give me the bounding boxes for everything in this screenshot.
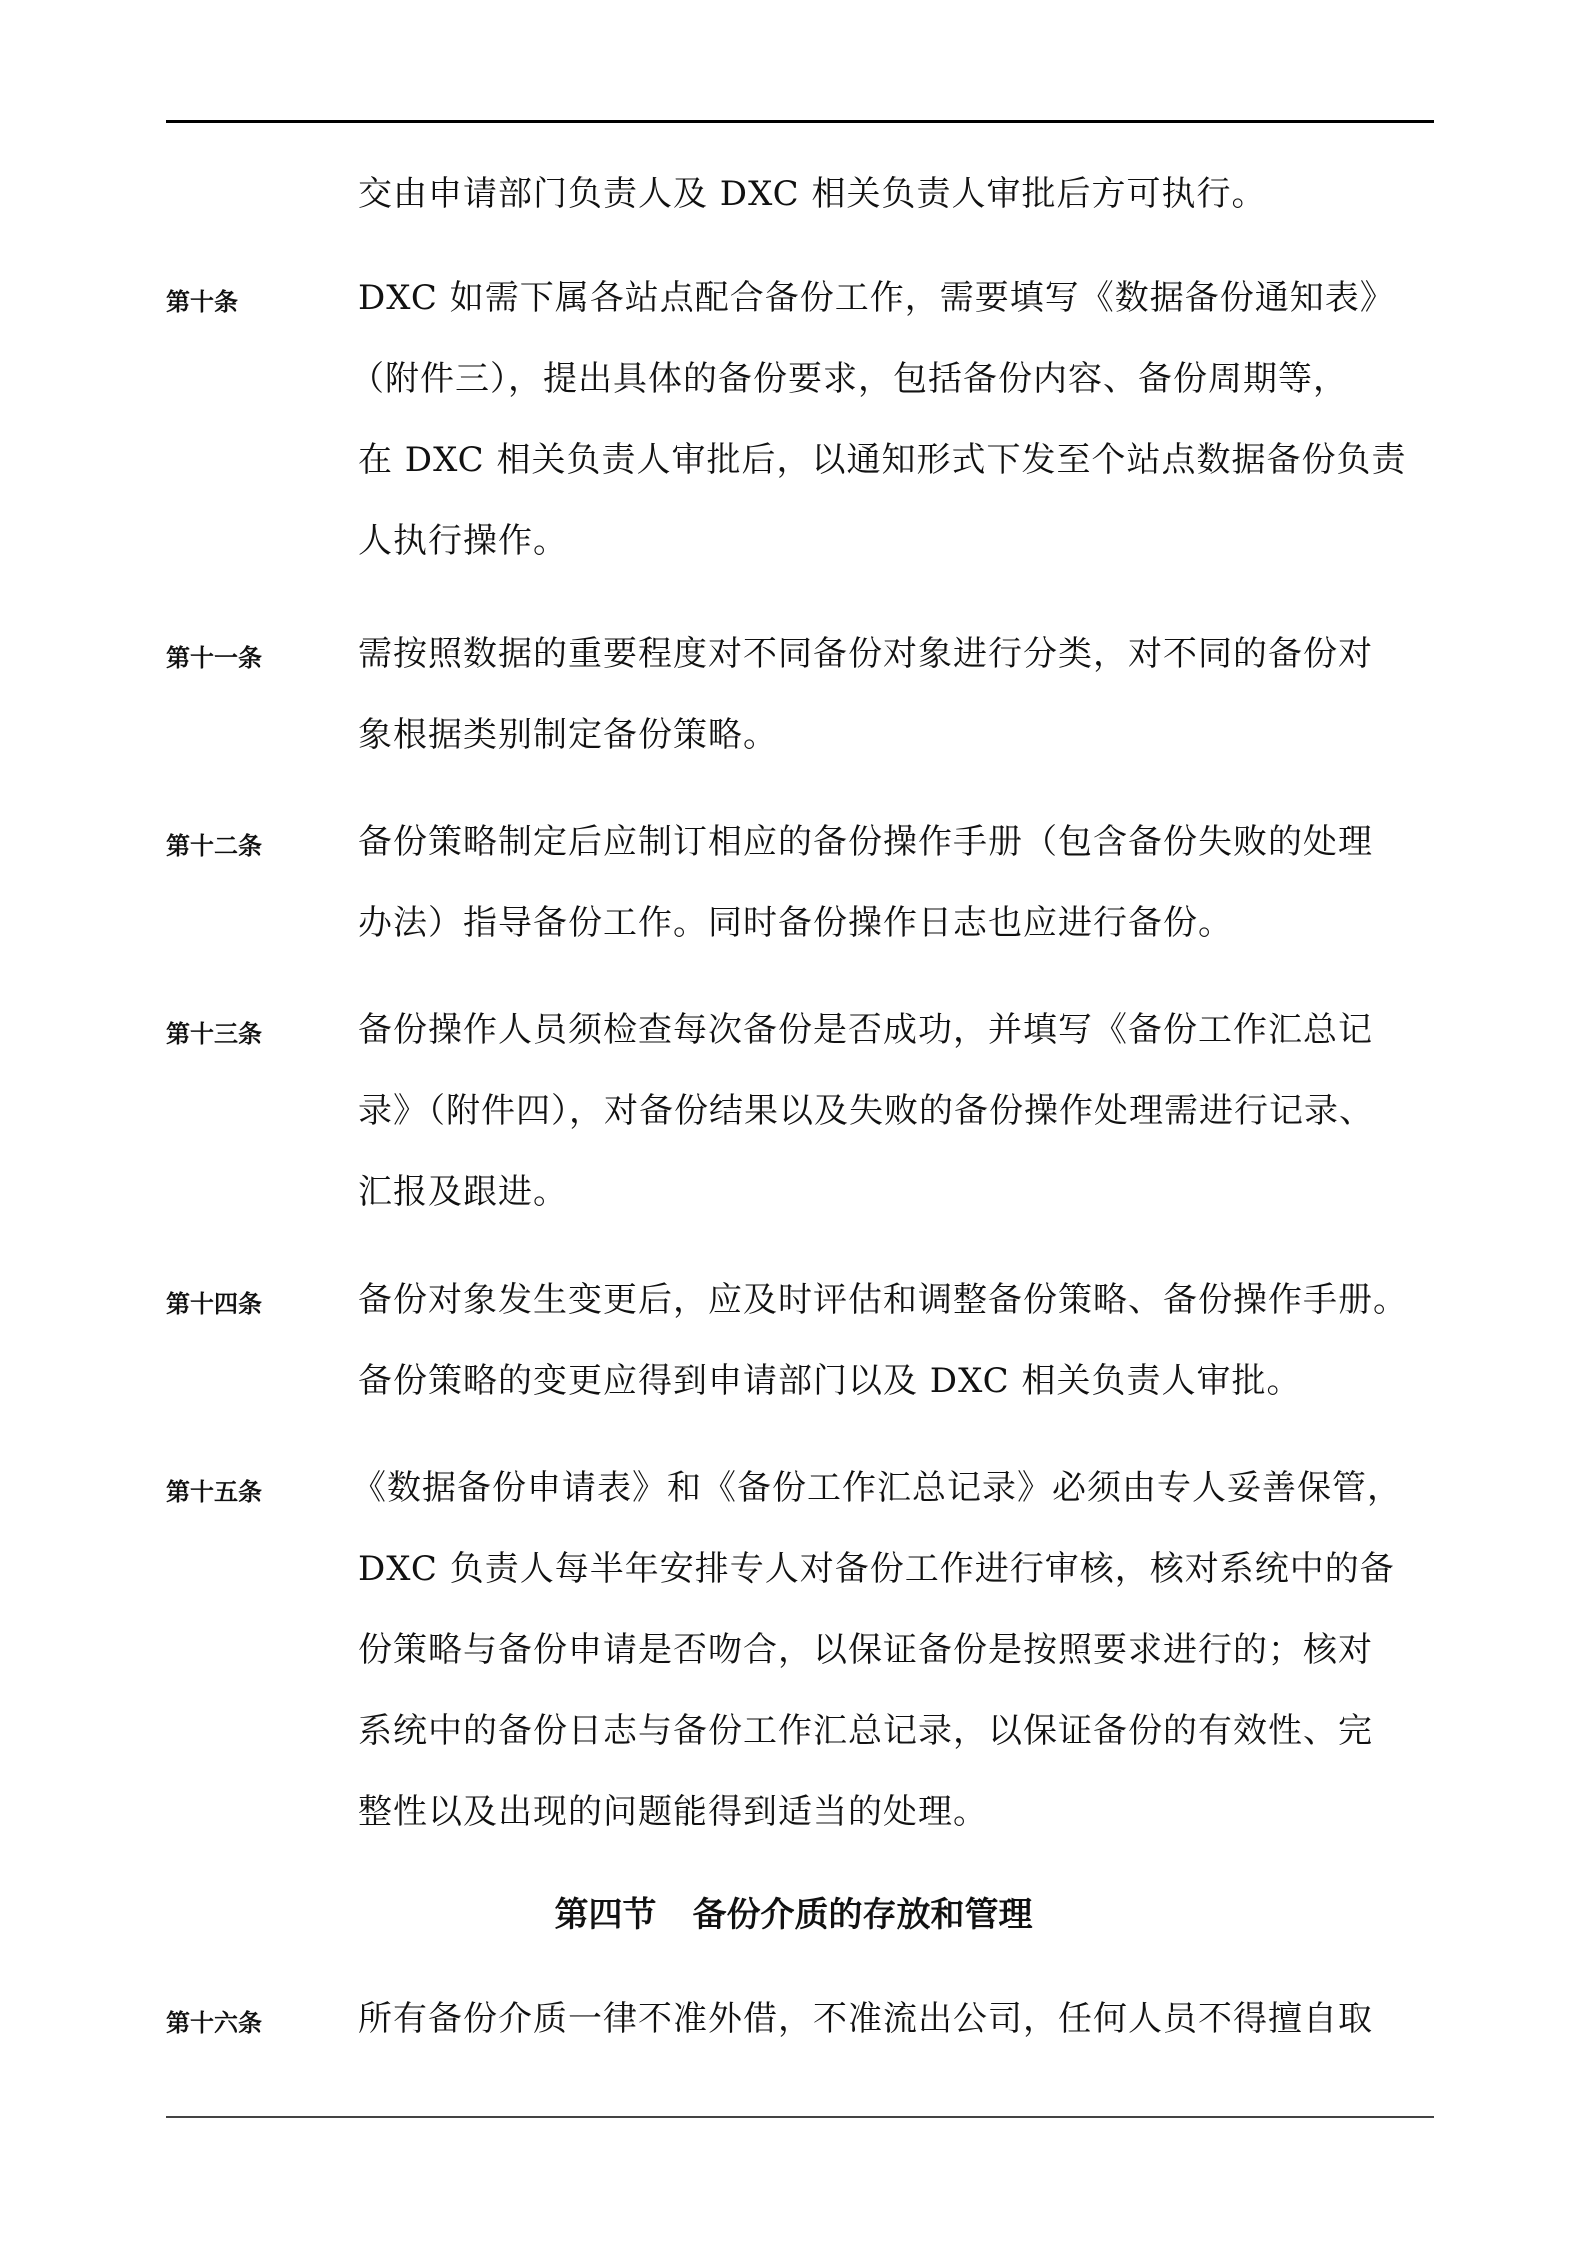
article-label-13: 第十三条 [166,1020,262,1048]
section-title: 备份介质的存放和管理 [692,1895,1033,1935]
continuation-text: 交由申请部门负责人及 DXC 相关负责人审批后方可执行。 [358,174,1267,214]
article-label-16: 第十六条 [166,2009,262,2037]
article-16-line-1: 所有备份介质一律不准外借，不准流出公司，任何人员不得擅自取 [358,1999,1373,2039]
article-11-line-1: 需按照数据的重要程度对不同备份对象进行分类，对不同的备份对 [358,634,1373,674]
article-11-line-2: 象根据类别制定备份策略。 [358,715,778,755]
article-12-line-1: 备份策略制定后应制订相应的备份操作手册（包含备份失败的处理 [358,822,1373,862]
header-rule [166,120,1434,123]
article-14-line-1: 备份对象发生变更后，应及时评估和调整备份策略、备份操作手册。 [358,1280,1408,1320]
section-heading [0,1893,1587,1937]
article-15-line-2: DXC 负责人每半年安排专人对备份工作进行审核，核对系统中的备 [358,1549,1395,1589]
footer-rule [166,2116,1434,2118]
article-15-line-5: 整性以及出现的问题能得到适当的处理。 [358,1792,988,1832]
article-13-line-1: 备份操作人员须检查每次备份是否成功，并填写《备份工作汇总记 [358,1010,1373,1050]
article-label-10: 第十条 [166,288,238,316]
article-10-line-1: DXC 如需下属各站点配合备份工作，需要填写《数据备份通知表》 [358,278,1395,318]
article-10-line-2: （附件三），提出具体的备份要求，包括备份内容、备份周期等， [350,359,1348,399]
article-10-line-4: 人执行操作。 [358,521,568,561]
article-15-line-3: 份策略与备份申请是否吻合，以保证备份是按照要求进行的；核对 [358,1630,1373,1670]
article-13-line-2: 录》（附件四），对备份结果以及失败的备份操作处理需进行记录、 [358,1091,1374,1131]
section-number: 第四节 [554,1895,657,1935]
article-13-line-3: 汇报及跟进。 [358,1172,568,1212]
article-label-12: 第十二条 [166,832,262,860]
article-15-line-1: 《数据备份申请表》和《备份工作汇总记录》必须由专人妥善保管， [352,1468,1402,1508]
article-14-line-2: 备份策略的变更应得到申请部门以及 DXC 相关负责人审批。 [358,1361,1302,1401]
article-label-14: 第十四条 [166,1290,262,1318]
article-label-11: 第十一条 [166,644,262,672]
article-10-line-3: 在 DXC 相关负责人审批后，以通知形式下发至个站点数据备份负责 [358,440,1407,480]
article-15-line-4: 系统中的备份日志与备份工作汇总记录，以保证备份的有效性、完 [358,1711,1373,1751]
article-12-line-2: 办法）指导备份工作。同时备份操作日志也应进行备份。 [358,903,1233,943]
article-label-15: 第十五条 [166,1478,262,1506]
